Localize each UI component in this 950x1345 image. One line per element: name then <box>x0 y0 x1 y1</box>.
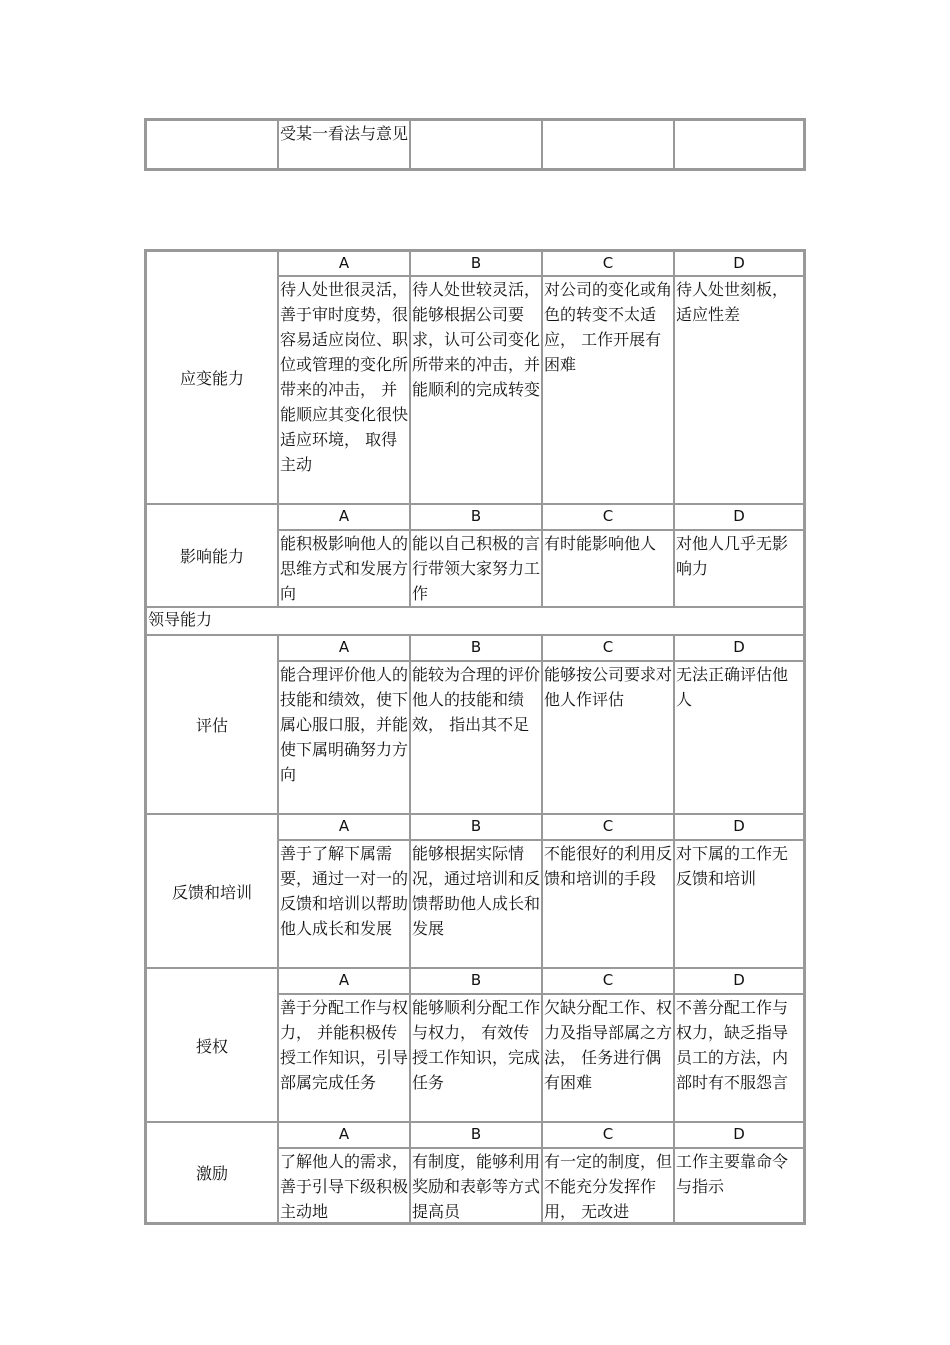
grade-a-description: 待人处世很灵活，善于审时度势，很容易适应岗位、职位或管理的变化所带来的冲击， 并能顺应其变化很快适应环境， 取得主动 <box>278 276 410 504</box>
grade-header-b: B <box>410 635 542 661</box>
grade-c-description: 能够按公司要求对他人作评估 <box>542 661 674 814</box>
grade-header-c: C <box>542 504 674 530</box>
competency-name: 反馈和培训 <box>146 814 278 968</box>
grade-header-b: B <box>410 504 542 530</box>
competency-name: 评估 <box>146 635 278 814</box>
grade-d-description: 不善分配工作与权力，缺乏指导员工的方法，内部时有不服怨言 <box>674 994 804 1122</box>
grade-b-description: 能够顺利分配工作与权力， 有效传授工作知识，完成任务 <box>410 994 542 1122</box>
grade-d-description: 对下属的工作无反馈和培训 <box>674 840 804 968</box>
grade-header-c: C <box>542 814 674 840</box>
grade-a-description: 了解他人的需求，善于引导下级积极主动地 <box>278 1148 410 1223</box>
grade-header-a: A <box>278 251 410 276</box>
grade-header-d: D <box>674 504 804 530</box>
competency-name: 授权 <box>146 968 278 1122</box>
competency-name: 应变能力 <box>146 251 278 504</box>
grade-d-description: 待人处世刻板，适应性差 <box>674 276 804 504</box>
grade-header-d: D <box>674 814 804 840</box>
grade-d-description: 无法正确评估他人 <box>674 661 804 814</box>
grade-c-description: 对公司的变化或角色的转变不太适应， 工作开展有困难 <box>542 276 674 504</box>
grade-b-description: 待人处世较灵活，能够根据公司要求，认可公司变化所带来的冲击，并能顺利的完成转变 <box>410 276 542 504</box>
grade-header-a: A <box>278 1122 410 1148</box>
grade-c-description: 有时能影响他人 <box>542 530 674 607</box>
grade-header-d: D <box>674 251 804 276</box>
grade-c-description: 欠缺分配工作、权力及指导部属之方法， 任务进行偶有困难 <box>542 994 674 1122</box>
grade-header-d: D <box>674 968 804 994</box>
grade-header-c: C <box>542 1122 674 1148</box>
grade-header-c: C <box>542 968 674 994</box>
grade-c-description: 有一定的制度，但不能充分发挥作用， 无改进 <box>542 1148 674 1223</box>
grade-a-description: 善于分配工作与权力， 并能积极传授工作知识，引导部属完成任务 <box>278 994 410 1122</box>
grade-header-b: B <box>410 968 542 994</box>
competency-name: 激励 <box>146 1122 278 1223</box>
grade-header-c: C <box>542 635 674 661</box>
grade-header-c: C <box>542 251 674 276</box>
grade-a-description: 善于了解下属需要，通过一对一的反馈和培训以帮助他人成长和发展 <box>278 840 410 968</box>
grade-b-description <box>410 120 542 169</box>
grade-header-b: B <box>410 814 542 840</box>
grade-header-a: A <box>278 635 410 661</box>
category-cell <box>146 120 278 169</box>
grade-header-b: B <box>410 1122 542 1148</box>
grade-a-description: 能积极影响他人的思维方式和发展方向 <box>278 530 410 607</box>
grade-header-a: A <box>278 814 410 840</box>
grade-c-description <box>542 120 674 169</box>
continuation-table <box>144 118 806 171</box>
grade-header-d: D <box>674 635 804 661</box>
grade-header-a: A <box>278 968 410 994</box>
grade-header-b: B <box>410 251 542 276</box>
grade-b-description: 能较为合理的评价他人的技能和绩效， 指出其不足 <box>410 661 542 814</box>
grade-b-description: 有制度，能够利用奖励和表彰等方式提高员 <box>410 1148 542 1223</box>
grade-d-description <box>674 120 804 169</box>
grade-d-description: 对他人几乎无影响力 <box>674 530 804 607</box>
grade-c-description: 不能很好的利用反馈和培训的手段 <box>542 840 674 968</box>
grade-b-description: 能够根据实际情况，通过培训和反馈帮助他人成长和发展 <box>410 840 542 968</box>
competency-name: 影响能力 <box>146 504 278 607</box>
grade-a-description: 能合理评价他人的技能和绩效，使下属心服口服，并能使下属明确努力方向 <box>278 661 410 814</box>
grade-header-d: D <box>674 1122 804 1148</box>
section-title: 领导能力 <box>146 607 804 635</box>
competency-table <box>144 249 806 1225</box>
grade-header-a: A <box>278 504 410 530</box>
grade-a-description: 受某一看法与意见 <box>278 120 410 169</box>
grade-b-description: 能以自己积极的言行带领大家努力工作 <box>410 530 542 607</box>
grade-d-description: 工作主要靠命令与指示 <box>674 1148 804 1223</box>
